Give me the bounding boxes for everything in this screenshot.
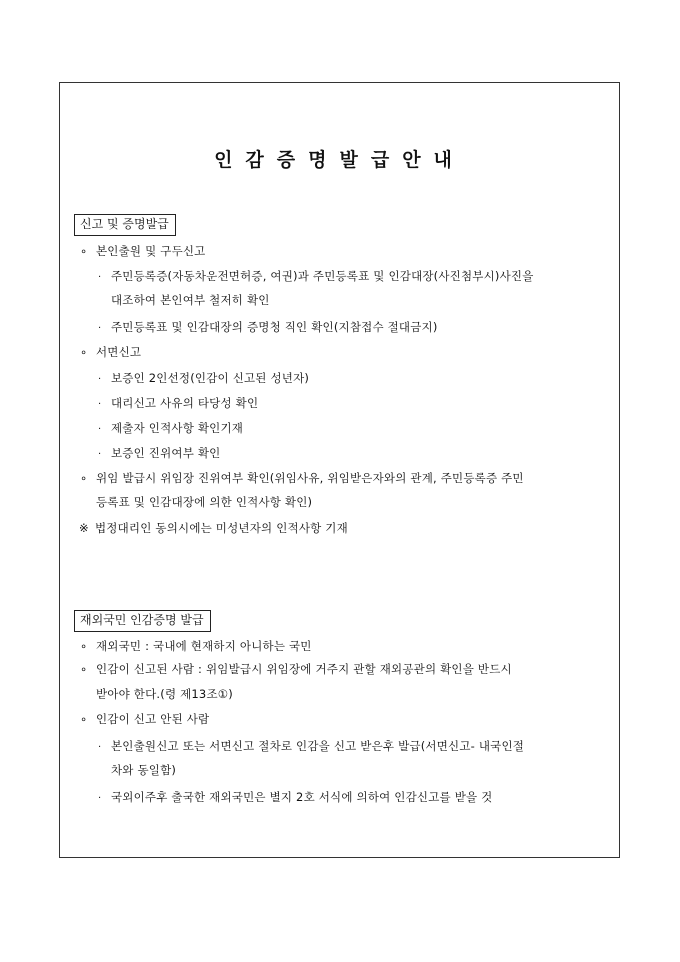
bullet-dot: · — [98, 374, 102, 385]
bullet-dot: · — [98, 399, 102, 410]
sub-item-text: 보증인 진위여부 확인 — [111, 446, 221, 460]
bullet-dot: · — [98, 449, 102, 460]
sub-item-seal-check — [98, 319, 438, 337]
note-mark: ※ — [79, 521, 89, 535]
bullet-circle: ∘ — [80, 639, 88, 653]
bullet-dot: · — [98, 742, 102, 753]
list-item-text: 서면신고 — [96, 345, 142, 359]
sub-item-guarantor-verify — [98, 445, 221, 463]
sub-item-continuation: 대조하여 본인여부 철저히 확인 — [111, 293, 270, 307]
section-heading-overseas: 재외국민 인감증명 발급 — [74, 610, 211, 632]
list-item-text: 인감이 신고된 사람 : 위임발급시 위임장에 거주지 관할 재외공관의 확인을 반드시 — [96, 662, 512, 676]
sub-item-continuation: 차와 동일함) — [111, 763, 177, 777]
list-item-text: 본인출원 및 구두신고 — [96, 244, 206, 258]
sub-item-proxy-reason — [98, 395, 258, 413]
bullet-circle: ∘ — [80, 712, 88, 726]
list-item-overseas-def — [80, 638, 312, 654]
list-item-continuation: 받아야 한다.(령 제13조①) — [96, 687, 233, 701]
list-item-text: 재외국민 : 국내에 현재하지 아니하는 국민 — [96, 639, 312, 653]
list-item-continuation: 등록표 및 인감대장에 의한 인적사항 확인) — [96, 495, 313, 509]
sub-item-text: 본인출원신고 또는 서면신고 절차로 인감을 신고 받은후 발급(서면신고- 내국인절 — [111, 739, 525, 753]
sub-item-text: 보증인 2인선정(인감이 신고된 성년자) — [111, 371, 310, 385]
bullet-circle: ∘ — [80, 662, 88, 676]
list-item-in-person — [80, 243, 206, 259]
list-item-written-report — [80, 344, 141, 360]
bullet-dot: · — [98, 424, 102, 435]
document-frame — [59, 82, 620, 858]
list-item-delegation — [80, 470, 524, 486]
section-heading-registration: 신고 및 증명발급 — [74, 214, 176, 236]
sub-item-text: 주민등록표 및 인감대장의 증명청 직인 확인(지참접수 절대금지) — [111, 320, 438, 334]
sub-item-issuance-procedure — [98, 738, 524, 756]
bullet-circle: ∘ — [80, 244, 88, 258]
bullet-dot: · — [98, 793, 102, 804]
list-item-text: 인감이 신고 안된 사람 — [96, 712, 210, 726]
sub-item-text: 제출자 인적사항 확인기재 — [111, 421, 244, 435]
sub-item-submitter-info — [98, 420, 243, 438]
sub-item-text: 대리신고 사유의 타당성 확인 — [111, 396, 259, 410]
list-item-registered-seal — [80, 661, 512, 677]
bullet-dot: · — [98, 323, 102, 334]
sub-item-emigrant-form — [98, 789, 492, 807]
sub-item-guarantor — [98, 370, 309, 388]
bullet-dot: · — [98, 272, 102, 283]
sub-item-text: 주민등록증(자동차운전면허증, 여권)과 주민등록표 및 인감대장(사진첨부시)사진을 — [111, 269, 534, 283]
note-minor — [79, 520, 348, 536]
sub-item-id-check — [98, 268, 534, 286]
list-item-text: 위임 발급시 위임장 진위여부 확인(위임사유, 위임받은자와의 관계, 주민등록증 주민 — [96, 471, 524, 485]
document-title: 인감증명발급안내 — [214, 149, 465, 171]
bullet-circle: ∘ — [80, 471, 88, 485]
bullet-circle: ∘ — [80, 345, 88, 359]
list-item-unregistered-seal — [80, 711, 209, 727]
note-text: 법정대리인 동의시에는 미성년자의 인적사항 기재 — [95, 521, 348, 535]
sub-item-text: 국외이주후 출국한 재외국민은 별지 2호 서식에 의하여 인감신고를 받을 것 — [111, 790, 493, 804]
